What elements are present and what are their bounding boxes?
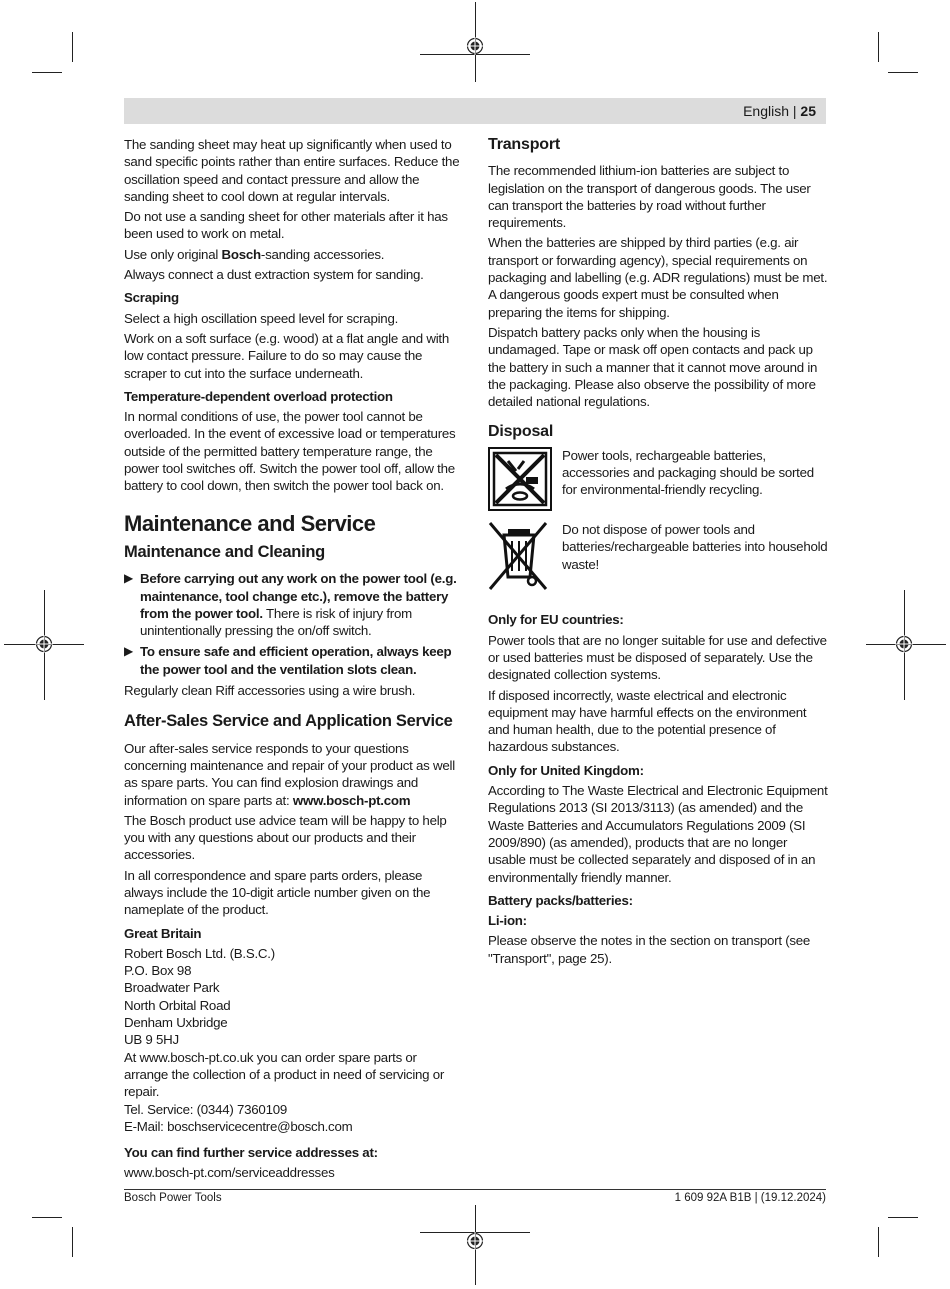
crop-mark xyxy=(888,1217,918,1218)
paragraph: The Bosch product use advice team will be happy to help you with any questions about our products and their accessories. xyxy=(124,812,447,863)
subheading-uk: Only for United Kingdom: xyxy=(488,762,644,778)
address-line: Broadwater Park xyxy=(124,980,220,996)
subheading-eu: Only for EU countries: xyxy=(488,612,624,628)
paragraph: The sanding sheet may heat up significantly when used to sand specific points rather than entire surfaces. Reduce the oscillation speed and contact pressure and allow the sanding sheet to cool down at regular intervals. xyxy=(124,137,460,204)
triangle-bullet-icon: ▶ xyxy=(124,644,133,659)
crossed-bin-icon xyxy=(488,521,552,597)
paragraph: The recommended lithium-ion batteries are subject to legislation on the transport of dangerous goods. The user can transport the batteries by road without further requirements. xyxy=(488,163,811,231)
address-block xyxy=(124,945,464,1135)
paragraph: Always connect a dust extraction system for sanding. xyxy=(124,267,424,283)
phone: Tel. Service: (0344) 7360109 xyxy=(124,1101,288,1117)
right-column xyxy=(488,136,828,970)
heading-cleaning: Maintenance and Cleaning xyxy=(124,542,325,561)
header-separator: | xyxy=(792,103,797,119)
paragraph: Power tools, rechargeable batteries, accessories and packaging should be sorted for environmental-friendly recycling. xyxy=(562,447,814,498)
language-label: English xyxy=(743,103,789,119)
crop-mark xyxy=(888,72,918,73)
crop-mark xyxy=(878,1227,879,1257)
crop-mark xyxy=(72,32,73,62)
subheading-li-ion: Li-ion: xyxy=(488,913,527,929)
heading-transport: Transport xyxy=(488,136,560,153)
paragraph: In normal conditions of use, the power tool cannot be overloaded. In the event of excessive load or temperatures outside of the permitted battery temperature range, the power tool switches off. Switch the power tool off, allow the battery to cool down, then switch the power tool back on. xyxy=(124,409,456,494)
crop-mark xyxy=(32,1217,62,1218)
registration-mark-icon xyxy=(895,635,913,653)
paragraph xyxy=(124,246,464,263)
heading-aftersales: After-Sales Service and Application Service xyxy=(124,712,453,731)
paragraph: Power tools that are no longer suitable for use and defective or used batteries must be disposed of separately. Use the designated collection systems. xyxy=(488,632,827,683)
paragraph: Select a high oscillation speed level for scraping. xyxy=(124,310,399,326)
bullet-bold-text: Before carrying out any work on the power tool (e.g. maintenance, tool change etc.), remove the battery from the power tool. xyxy=(140,571,457,621)
registration-mark-icon xyxy=(466,37,484,55)
link-bosch-pt[interactable]: www.bosch-pt.com xyxy=(292,792,411,808)
crop-mark xyxy=(72,1227,73,1257)
subheading-scraping: Scraping xyxy=(124,290,179,306)
crop-mark xyxy=(32,72,62,73)
email[interactable]: E-Mail: boschservicecentre@bosch.com xyxy=(124,1118,353,1134)
left-column xyxy=(124,136,464,1185)
paragraph: Dispatch battery packs only when the housing is undamaged. Tape or mask off open contacts and pack up the battery in such a manner that it cannot move around in the packaging. Please also observe the possibility of more detailed national regulations. xyxy=(488,324,818,410)
paragraph: Please observe the notes in the section on transport (see "Transport", page 25). xyxy=(488,933,811,966)
registration-mark-icon xyxy=(466,1232,484,1250)
registration-mark-icon xyxy=(35,635,53,653)
footer-brand: Bosch Power Tools xyxy=(124,1192,222,1204)
page-number: 25 xyxy=(800,103,816,119)
disposal-bin-row xyxy=(488,521,828,597)
order-info: At www.bosch-pt.co.uk you can order spare parts or arrange the collection of a product in need of servicing or repair. xyxy=(124,1049,445,1100)
footer-divider xyxy=(124,1189,826,1190)
subheading-battery-packs: Battery packs/batteries: xyxy=(488,892,633,908)
crop-mark xyxy=(878,32,879,62)
subheading-further-addresses: You can find further service addresses at: xyxy=(124,1145,378,1161)
paragraph: In all correspondence and spare parts orders, please always include the 10-digit article number given on the nameplate of the product. xyxy=(124,867,431,918)
triangle-bullet-icon: ▶ xyxy=(124,571,133,586)
list-item xyxy=(124,570,464,639)
footer-doc-id: 1 609 92A B1B | (19.12.2024) xyxy=(674,1192,826,1204)
bullet-text: There is risk of injury from unintentionally pressing the on/off switch. xyxy=(140,605,412,639)
paragraph xyxy=(124,740,464,809)
page-header-text xyxy=(743,103,816,119)
address-line: Denham Uxbridge xyxy=(124,1015,228,1031)
subheading-great-britain: Great Britain xyxy=(124,925,202,941)
heading-disposal: Disposal xyxy=(488,423,554,441)
paragraph: Do not use a sanding sheet for other materials after it has been used to work on metal. xyxy=(124,209,448,242)
paragraph: When the batteries are shipped by third parties (e.g. air transport or forwarding agency), special requirements on packaging and labelling (e.g. ADR regulations) must be met. A dangerous goods expert must be consulted when preparing the items for shipping. xyxy=(488,235,828,320)
address-line: Robert Bosch Ltd. (B.S.C.) xyxy=(124,945,275,961)
bullet-bold-text: To ensure safe and efficient operation, always keep the power tool and the ventilation slots clean. xyxy=(140,644,452,677)
text: Use only original xyxy=(124,246,222,262)
paragraph: Work on a soft surface (e.g. wood) at a flat angle and with low contact pressure. Failure to do so may cause the scraper to cut into the surface underneath. xyxy=(124,330,449,381)
section-title-maintenance: Maintenance and Service xyxy=(124,510,376,536)
paragraph: According to The Waste Electrical and Electronic Equipment Regulations 2013 (SI 2013/3113) (as amended) and the Waste Batteries and Accumulators Regulations 2009 (SI 2009/890) (as amended), products that are no longer usable must be collected separately and disposed of in an environmentally friendly manner. xyxy=(488,783,828,885)
list-item xyxy=(124,643,464,678)
text: -sanding accessories. xyxy=(260,246,385,262)
paragraph: If disposed incorrectly, waste electrical and electronic equipment may have harmful effects on the environment and human health, due to the potential presence of hazardous substances. xyxy=(488,687,807,755)
subheading-overload: Temperature-dependent overload protection xyxy=(124,388,393,404)
recycling-symbol-icon xyxy=(488,447,552,515)
page-header xyxy=(124,98,826,124)
brand-name: Bosch xyxy=(221,246,261,262)
text: Our after-sales service responds to your questions concerning maintenance and repair of your product as well as spare parts. You can find explosion drawings and information on spare parts at: xyxy=(124,740,455,808)
paragraph: Regularly clean Riff accessories using a wire brush. xyxy=(124,683,416,699)
link-service-addresses[interactable]: www.bosch-pt.com/serviceaddresses xyxy=(124,1165,335,1181)
disposal-recycling-row xyxy=(488,447,828,515)
address-line: UB 9 5HJ xyxy=(124,1032,179,1048)
address-line: North Orbital Road xyxy=(124,997,231,1013)
address-line: P.O. Box 98 xyxy=(124,963,192,979)
paragraph: Do not dispose of power tools and batteries/rechargeable batteries into household waste! xyxy=(562,522,828,572)
